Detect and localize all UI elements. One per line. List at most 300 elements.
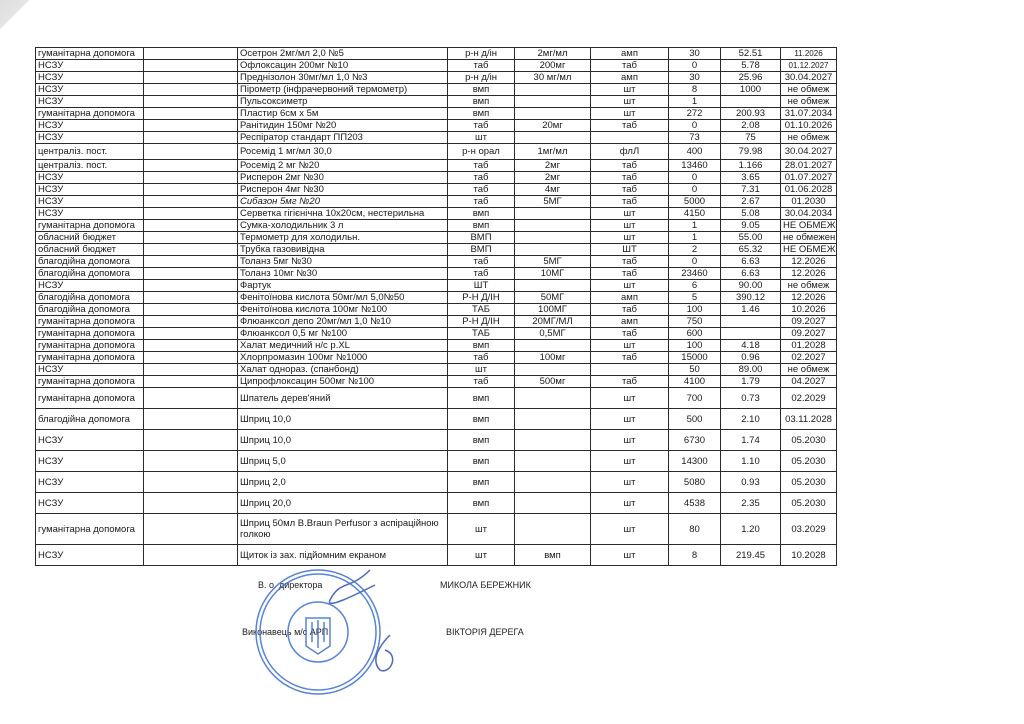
table-row [36,132,837,144]
cell-form: вмп [448,340,515,352]
cell-expiry: 05.2030 [781,451,837,472]
table-row [36,409,837,430]
cell-unit: шт [591,430,669,451]
cell-expiry: 12.2026 [781,256,837,268]
cell-expiry: 11.2026 [781,48,837,60]
table-row [36,268,837,280]
cell-expiry: 05.2030 [781,493,837,514]
cell-expiry: не обмеж [781,132,837,144]
table-row [36,160,837,172]
table-row [36,430,837,451]
empty-cell [144,304,238,316]
cell-dose [515,232,591,244]
cell-form: ТАБ [448,328,515,340]
cell-expiry: 31.07.2034 [781,108,837,120]
cell-qty: 5 [669,292,721,304]
cell-price: 1.74 [721,430,781,451]
cell-dose [515,430,591,451]
cell-source: НСЗУ [36,72,144,84]
empty-cell [144,256,238,268]
cell-unit: амп [591,48,669,60]
table-row [36,280,837,292]
cell-form: таб [448,256,515,268]
cell-source: НСЗУ [36,472,144,493]
cell-qty: 1 [669,232,721,244]
cell-price: 6.63 [721,268,781,280]
table-row [36,120,837,132]
cell-form: вмп [448,472,515,493]
cell-source: НСЗУ [36,208,144,220]
empty-cell [144,184,238,196]
cell-expiry: 03.2029 [781,514,837,545]
cell-expiry: 12.2026 [781,268,837,280]
cell-source: гуманітарна допомога [36,514,144,545]
cell-price: 55.00 [721,232,781,244]
cell-form: таб [448,268,515,280]
cell-form: вмп [448,84,515,96]
cell-unit: шт [591,108,669,120]
cell-dose [515,280,591,292]
cell-source: гуманітарна допомога [36,220,144,232]
cell-unit: шт [591,388,669,409]
cell-qty: 50 [669,364,721,376]
cell-name: Термометр для холодильн. [238,232,448,244]
cell-unit: таб [591,196,669,208]
empty-cell [144,352,238,364]
cell-source: НСЗУ [36,280,144,292]
cell-name: Шприц 2,0 [238,472,448,493]
cell-unit: таб [591,268,669,280]
cell-expiry: 30.04.2027 [781,72,837,84]
cell-price: 89.00 [721,364,781,376]
cell-dose [515,208,591,220]
cell-price: 219.45 [721,545,781,566]
cell-dose: 0,5МГ [515,328,591,340]
cell-name: Фенітоїнова кислота 50мг/мл 5,0№50 [238,292,448,304]
cell-unit: таб [591,160,669,172]
empty-cell [144,376,238,388]
cell-qty: 0 [669,172,721,184]
cell-form: ВМП [448,244,515,256]
cell-qty: 500 [669,409,721,430]
empty-cell [144,493,238,514]
cell-price: 6.63 [721,256,781,268]
cell-expiry: 10.2026 [781,304,837,316]
cell-price: 3.65 [721,172,781,184]
empty-cell [144,144,238,160]
cell-name: Росемід 1 мг/мл 30,0 [238,144,448,160]
cell-unit: шт [591,220,669,232]
cell-source: НСЗУ [36,196,144,208]
table-row [36,256,837,268]
cell-dose: 10МГ [515,268,591,280]
cell-expiry: не обмежен [781,232,837,244]
cell-name: Трубка газовивідна [238,244,448,256]
cell-name: Рисперон 4мг №30 [238,184,448,196]
cell-dose [515,472,591,493]
cell-source: обласний бюджет [36,232,144,244]
cell-form: вмп [448,409,515,430]
director-name: МИКОЛА БЕРЕЖНИК [440,580,531,590]
cell-form: р-н орал [448,144,515,160]
cell-qty: 13460 [669,160,721,172]
empty-cell [144,451,238,472]
table-row [36,514,837,545]
inventory-table [35,47,837,566]
cell-source: НСЗУ [36,96,144,108]
cell-qty: 272 [669,108,721,120]
cell-expiry: 05.2030 [781,472,837,493]
cell-qty: 30 [669,48,721,60]
cell-price: 0.93 [721,472,781,493]
table-row [36,545,837,566]
cell-name: Фенітоїнова кислота 100мг №100 [238,304,448,316]
cell-dose: 500мг [515,376,591,388]
cell-qty: 0 [669,184,721,196]
cell-qty: 1 [669,220,721,232]
cell-form: ТАБ [448,304,515,316]
table-row [36,108,837,120]
cell-form: таб [448,376,515,388]
cell-source: гуманітарна допомога [36,376,144,388]
official-stamp [230,560,410,700]
cell-expiry: 01.12.2027 [781,60,837,72]
cell-price: 52.51 [721,48,781,60]
cell-unit: таб [591,304,669,316]
empty-cell [144,160,238,172]
cell-dose: 30 мг/мл [515,72,591,84]
cell-price: 2.08 [721,120,781,132]
cell-unit: таб [591,120,669,132]
cell-name: Сибазон 5мг №20 [238,196,448,208]
cell-name: Толанз 5мг №30 [238,256,448,268]
cell-form: Р-Н Д/ІН [448,292,515,304]
cell-price: 65.32 [721,244,781,256]
cell-expiry: 01.2028 [781,340,837,352]
table-row [36,244,837,256]
cell-dose [515,108,591,120]
cell-name: Флюанксол депо 20мг/мл 1,0 №10 [238,316,448,328]
cell-form: р-н д/ін [448,72,515,84]
table-row [36,451,837,472]
cell-unit: шт [591,96,669,108]
cell-form: вмп [448,108,515,120]
empty-cell [144,316,238,328]
cell-qty: 700 [669,388,721,409]
cell-unit: амп [591,292,669,304]
table-row [36,493,837,514]
empty-cell [144,292,238,304]
table-row [36,208,837,220]
cell-expiry: 12.2026 [781,292,837,304]
cell-source: гуманітарна допомога [36,48,144,60]
table-row [36,364,837,376]
table-row [36,232,837,244]
cell-dose [515,409,591,430]
cell-unit: шт [591,340,669,352]
cell-dose: 200мг [515,60,591,72]
cell-unit: таб [591,376,669,388]
empty-cell [144,268,238,280]
cell-source: НСЗУ [36,430,144,451]
cell-qty: 14300 [669,451,721,472]
empty-cell [144,545,238,566]
empty-cell [144,232,238,244]
cell-unit: амп [591,72,669,84]
cell-source: централіз. пост. [36,160,144,172]
cell-expiry: 02.2027 [781,352,837,364]
executor-name: ВІКТОРІЯ ДЕРЕГА [446,627,524,637]
cell-price: 1.10 [721,451,781,472]
cell-name: Толанз 10мг №30 [238,268,448,280]
empty-cell [144,120,238,132]
cell-qty: 6730 [669,430,721,451]
cell-unit [591,364,669,376]
cell-dose [515,493,591,514]
cell-qty: 8 [669,84,721,96]
cell-price: 1.46 [721,304,781,316]
cell-qty: 30 [669,72,721,84]
cell-dose: 2мг [515,172,591,184]
cell-price: 0.96 [721,352,781,364]
empty-cell [144,340,238,352]
cell-expiry: 28.01.2027 [781,160,837,172]
cell-expiry: 10.2028 [781,545,837,566]
cell-expiry: 01.10.2026 [781,120,837,132]
cell-price: 9.05 [721,220,781,232]
cell-form: вмп [448,451,515,472]
cell-dose: 2мг [515,160,591,172]
cell-price: 1.166 [721,160,781,172]
cell-expiry: НЕ ОБМЕЖ [781,220,837,232]
cell-form: шт [448,545,515,566]
cell-name: Офлоксацин 200мг №10 [238,60,448,72]
cell-dose: 20МГ/МЛ [515,316,591,328]
cell-dose: 50МГ [515,292,591,304]
cell-qty: 4100 [669,376,721,388]
cell-dose: 20мг [515,120,591,132]
cell-expiry: не обмеж [781,364,837,376]
cell-qty: 80 [669,514,721,545]
cell-qty: 400 [669,144,721,160]
cell-price: 2.35 [721,493,781,514]
cell-form: вмп [448,208,515,220]
cell-unit: шт [591,493,669,514]
cell-expiry: 09.2027 [781,316,837,328]
cell-source: НСЗУ [36,364,144,376]
cell-dose [515,244,591,256]
cell-price: 75 [721,132,781,144]
cell-unit: амп [591,316,669,328]
cell-form: таб [448,184,515,196]
cell-source: НСЗУ [36,493,144,514]
cell-name: Сумка-холодильник 3 л [238,220,448,232]
director-title: В. о. директора [258,580,323,590]
cell-price: 25.96 [721,72,781,84]
cell-qty: 5000 [669,196,721,208]
cell-name: Ранітидин 150мг №20 [238,120,448,132]
empty-cell [144,430,238,451]
cell-expiry: 30.04.2034 [781,208,837,220]
cell-name: Хлорпромазин 100мг №1000 [238,352,448,364]
cell-unit: таб [591,60,669,72]
cell-unit: флЛ [591,144,669,160]
cell-dose [515,220,591,232]
cell-expiry: 30.04.2027 [781,144,837,160]
cell-qty: 6 [669,280,721,292]
cell-source: НСЗУ [36,184,144,196]
cell-qty: 8 [669,545,721,566]
empty-cell [144,514,238,545]
cell-unit: таб [591,184,669,196]
cell-source: гуманітарна допомога [36,108,144,120]
cell-source: гуманітарна допомога [36,352,144,364]
cell-form: таб [448,172,515,184]
cell-source: благодійна допомога [36,268,144,280]
cell-dose: 4мг [515,184,591,196]
cell-qty: 100 [669,304,721,316]
cell-source: благодійна допомога [36,292,144,304]
cell-form: вмп [448,220,515,232]
empty-cell [144,364,238,376]
cell-qty: 23460 [669,268,721,280]
cell-name: Серветка гігієнічна 10х20см, нестерильна [238,208,448,220]
cell-name: Шприц 10,0 [238,430,448,451]
cell-form: вмп [448,430,515,451]
cell-price: 390.12 [721,292,781,304]
empty-cell [144,72,238,84]
cell-form: шт [448,514,515,545]
cell-dose: 1мг/мл [515,144,591,160]
cell-form: шт [448,364,515,376]
cell-dose: вмп [515,545,591,566]
empty-cell [144,244,238,256]
empty-cell [144,48,238,60]
cell-expiry: 01.07.2027 [781,172,837,184]
cell-source: НСЗУ [36,545,144,566]
cell-name: Щиток із зах. підйомним екраном [238,545,448,566]
table-row [36,48,837,60]
cell-form: вмп [448,96,515,108]
cell-price: 2.10 [721,409,781,430]
empty-cell [144,108,238,120]
cell-name: Осетрон 2мг/мл 2,0 №5 [238,48,448,60]
cell-source: гуманітарна допомога [36,316,144,328]
cell-price: 2.67 [721,196,781,208]
empty-cell [144,96,238,108]
cell-name: Шприц 50мл B.Braun Perfusor з аспіраційною голкою [238,514,448,545]
cell-source: централіз. пост. [36,144,144,160]
cell-price: 4.18 [721,340,781,352]
cell-unit: шт [591,545,669,566]
cell-form: шт [448,132,515,144]
cell-expiry: 02.2029 [781,388,837,409]
cell-source: гуманітарна допомога [36,340,144,352]
cell-unit: таб [591,328,669,340]
table-row [36,472,837,493]
cell-dose [515,451,591,472]
cell-form: таб [448,352,515,364]
table-row [36,72,837,84]
cell-expiry: 05.2030 [781,430,837,451]
cell-name: Халат медичний н/с р.XL [238,340,448,352]
cell-dose [515,364,591,376]
cell-name: Рисперон 2мг №30 [238,172,448,184]
cell-price: 5.78 [721,60,781,72]
cell-name: Фартук [238,280,448,292]
cell-name: Пульсоксиметр [238,96,448,108]
cell-qty: 5080 [669,472,721,493]
cell-source: НСЗУ [36,132,144,144]
cell-unit: шт [591,409,669,430]
cell-unit: таб [591,172,669,184]
empty-cell [144,84,238,96]
cell-price [721,328,781,340]
cell-source: НСЗУ [36,84,144,96]
empty-cell [144,409,238,430]
cell-price: 7.31 [721,184,781,196]
cell-name: Шприц 5,0 [238,451,448,472]
cell-price: 79.98 [721,144,781,160]
cell-qty: 73 [669,132,721,144]
cell-expiry: 01.2030 [781,196,837,208]
table-row [36,184,837,196]
cell-price: 90.00 [721,280,781,292]
cell-dose: 100МГ [515,304,591,316]
cell-unit: шт [591,451,669,472]
cell-source: благодійна допомога [36,409,144,430]
cell-name: Шприц 20,0 [238,493,448,514]
cell-name: Ципрофлоксацин 500мг №100 [238,376,448,388]
cell-name: Шприц 10,0 [238,409,448,430]
cell-source: НСЗУ [36,120,144,132]
cell-price: 5.08 [721,208,781,220]
cell-expiry: 01.06.2028 [781,184,837,196]
table-row [36,304,837,316]
table-row [36,96,837,108]
cell-qty: 600 [669,328,721,340]
table-row [36,340,837,352]
cell-name: Пластир 6см х 5м [238,108,448,120]
empty-cell [144,328,238,340]
cell-unit: таб [591,256,669,268]
cell-dose [515,84,591,96]
cell-name: Халат однораз. (спанбонд) [238,364,448,376]
cell-source: гуманітарна допомога [36,328,144,340]
empty-cell [144,132,238,144]
table-row [36,328,837,340]
empty-cell [144,472,238,493]
cell-unit: шт [591,84,669,96]
cell-form: ВМП [448,232,515,244]
executor-title: Виконавець м/с АРП [242,627,329,637]
cell-unit: шт [591,232,669,244]
table-row [36,376,837,388]
empty-cell [144,196,238,208]
cell-qty: 4150 [669,208,721,220]
cell-source: НСЗУ [36,172,144,184]
empty-cell [144,172,238,184]
cell-price [721,96,781,108]
cell-unit: шт [591,514,669,545]
cell-source: гуманітарна допомога [36,388,144,409]
cell-name: Флюанксол 0,5 мг №100 [238,328,448,340]
cell-dose [515,388,591,409]
cell-name: Пірометр (інфрачервоний термометр) [238,84,448,96]
empty-cell [144,208,238,220]
cell-unit: таб [591,352,669,364]
cell-qty: 2 [669,244,721,256]
